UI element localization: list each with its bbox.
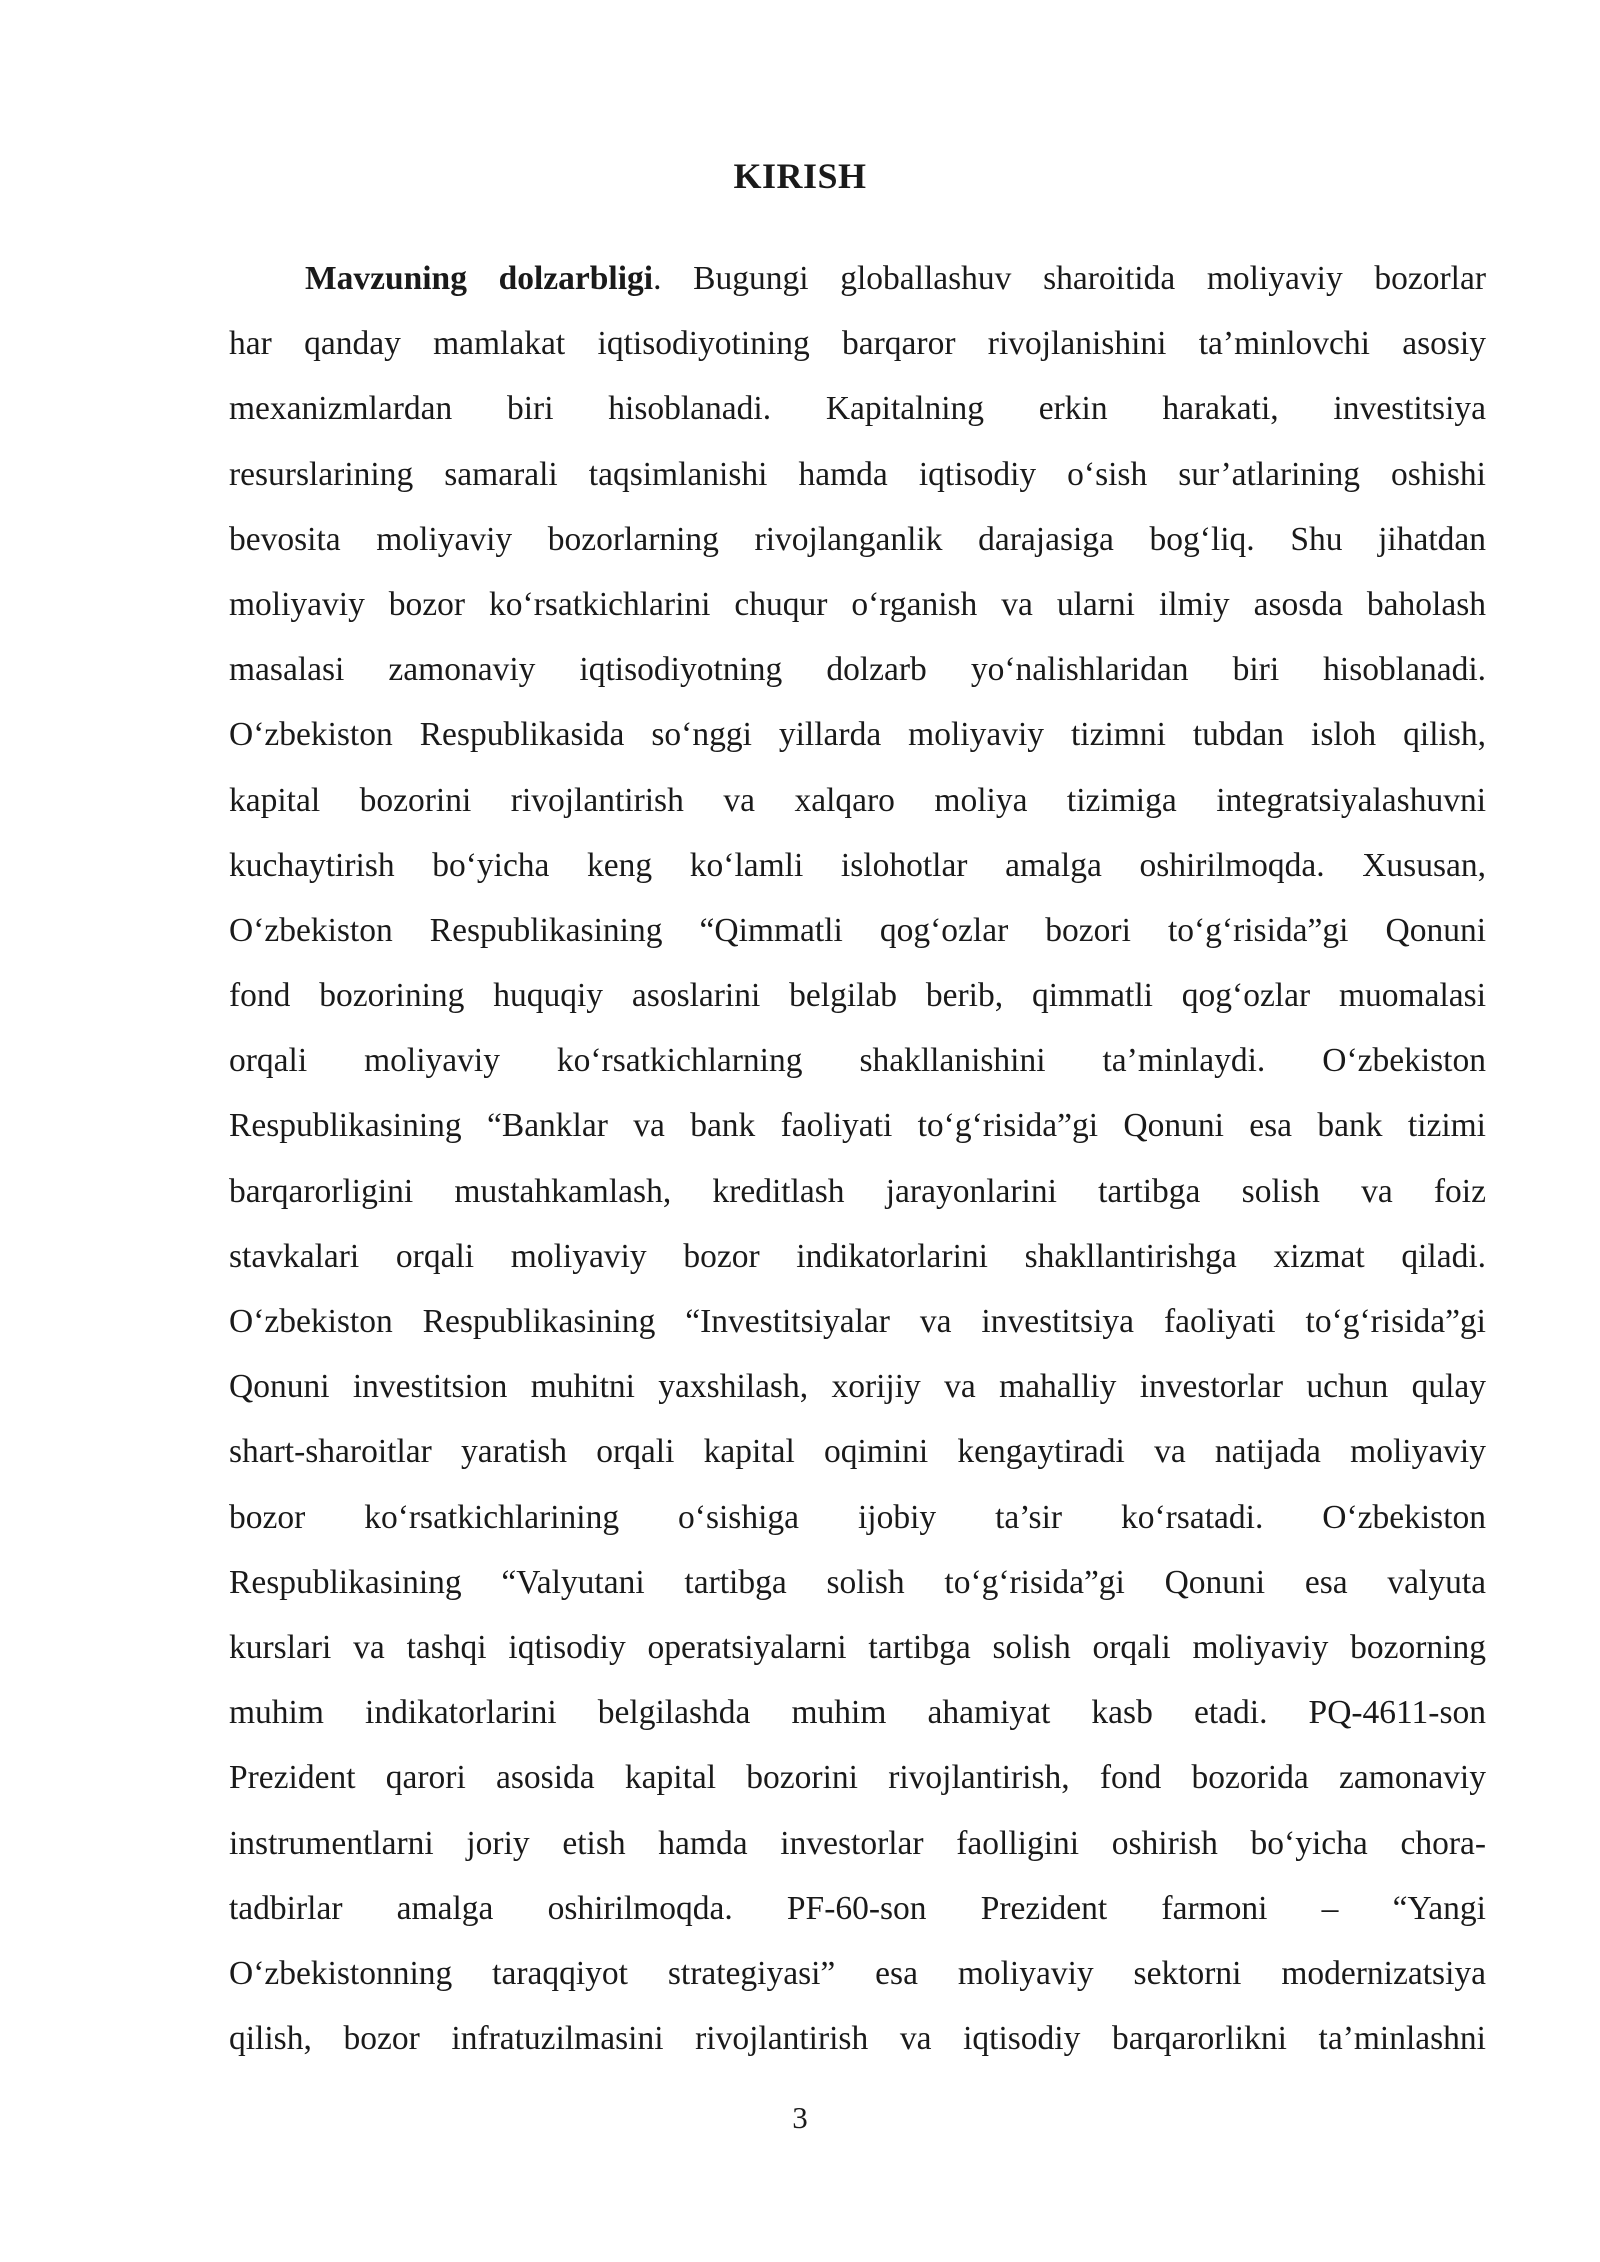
- text-line: har qanday mamlakat iqtisodiyotining barqaror rivojlanishini ta’minlovchi asosiy: [229, 325, 1486, 363]
- text-line: O‘zbekistonning taraqqiyot strategiyasi” esa moliyaviy sektorni modernizatsiya: [229, 1954, 1486, 1992]
- text-line: stavkalari orqali moliyaviy bozor indikatorlarini shakllantirishga xizmat qiladi.: [229, 1237, 1486, 1275]
- text-line: mexanizmlardan biri hisoblanadi. Kapitalning erkin harakati, investitsiya: [229, 390, 1486, 428]
- text-line: Prezident qarori asosida kapital bozorini rivojlantirish, fond bozorida zamonaviy: [229, 1759, 1486, 1797]
- text-line: fond bozorining huquqiy asoslarini belgilab berib, qimmatli qog‘ozlar muomalasi: [229, 977, 1486, 1015]
- text-line: kuchaytirish bo‘yicha keng ko‘lamli islohotlar amalga oshirilmoqda. Xususan,: [229, 846, 1486, 884]
- text-line: shart-sharoitlar yaratish orqali kapital oqimini kengaytiradi va natijada moliyaviy: [229, 1433, 1486, 1471]
- paragraph-first-line: [229, 246, 1486, 311]
- page-title: KIRISH: [733, 156, 867, 196]
- text-line: tadbirlar amalga oshirilmoqda. PF-60-son Prezident farmoni – “Yangi: [229, 1889, 1486, 1927]
- text-line: kapital bozorini rivojlantirish va xalqaro moliya tizimiga integratsiyalashuvni: [229, 781, 1486, 819]
- text-line: bozor ko‘rsatkichlarining o‘sishiga ijobiy ta’sir ko‘rsatadi. O‘zbekiston: [229, 1498, 1486, 1536]
- text-line: Respublikasining “Banklar va bank faoliyati to‘g‘risida”gi Qonuni esa bank tizimi: [229, 1107, 1486, 1145]
- text-line: muhim indikatorlarini belgilashda muhim ahamiyat kasb etadi. PQ-4611-son: [229, 1694, 1486, 1732]
- text-line: O‘zbekiston Respublikasining “Investitsiyalar va investitsiya faoliyati to‘g‘risida”gi: [229, 1303, 1486, 1340]
- section-lead: Mavzuning dolzarbligi: [305, 260, 654, 297]
- text-line: qilish, bozor infratuzilmasini rivojlantirish va iqtisodiy barqarorlikni ta’minlashni: [229, 2020, 1486, 2058]
- text-line: moliyaviy bozor ko‘rsatkichlarini chuqur o‘rganish va ularni ilmiy asosda baholash: [229, 585, 1486, 623]
- first-line-text: . Bugungi globallashuv sharoitida moliyaviy bozorlar: [653, 260, 1486, 297]
- text-line: O‘zbekiston Respublikasining “Qimmatli qog‘ozlar bozori to‘g‘risida”gi Qonuni: [229, 911, 1486, 949]
- body-paragraph: [229, 246, 1486, 2071]
- page-number: 3: [792, 2100, 808, 2135]
- text-line: O‘zbekiston Respublikasida so‘nggi yillarda moliyaviy tizimni tubdan isloh qilish,: [229, 716, 1486, 754]
- text-line: kurslari va tashqi iqtisodiy operatsiyalarni tartibga solish orqali moliyaviy bozorning: [229, 1628, 1486, 1666]
- text-line: masalasi zamonaviy iqtisodiyotning dolzarb yo‘nalishlaridan biri hisoblanadi.: [229, 651, 1486, 689]
- text-line: resurslarining samarali taqsimlanishi hamda iqtisodiy o‘sish sur’atlarining oshishi: [229, 455, 1486, 493]
- text-line: Qonuni investitsion muhitni yaxshilash, xorijiy va mahalliy investorlar uchun qulay: [229, 1368, 1486, 1406]
- text-line: instrumentlarni joriy etish hamda investorlar faolligini oshirish bo‘yicha chora-: [229, 1824, 1486, 1862]
- text-line: barqarorligini mustahkamlash, kreditlash jarayonlarini tartibga solish va foiz: [229, 1172, 1486, 1210]
- text-line: Respublikasining “Valyutani tartibga solish to‘g‘risida”gi Qonuni esa valyuta: [229, 1563, 1486, 1601]
- text-line: orqali moliyaviy ko‘rsatkichlarning shakllanishini ta’minlaydi. O‘zbekiston: [229, 1042, 1486, 1080]
- text-line: bevosita moliyaviy bozorlarning rivojlanganlik darajasiga bog‘liq. Shu jihatdan: [229, 520, 1486, 558]
